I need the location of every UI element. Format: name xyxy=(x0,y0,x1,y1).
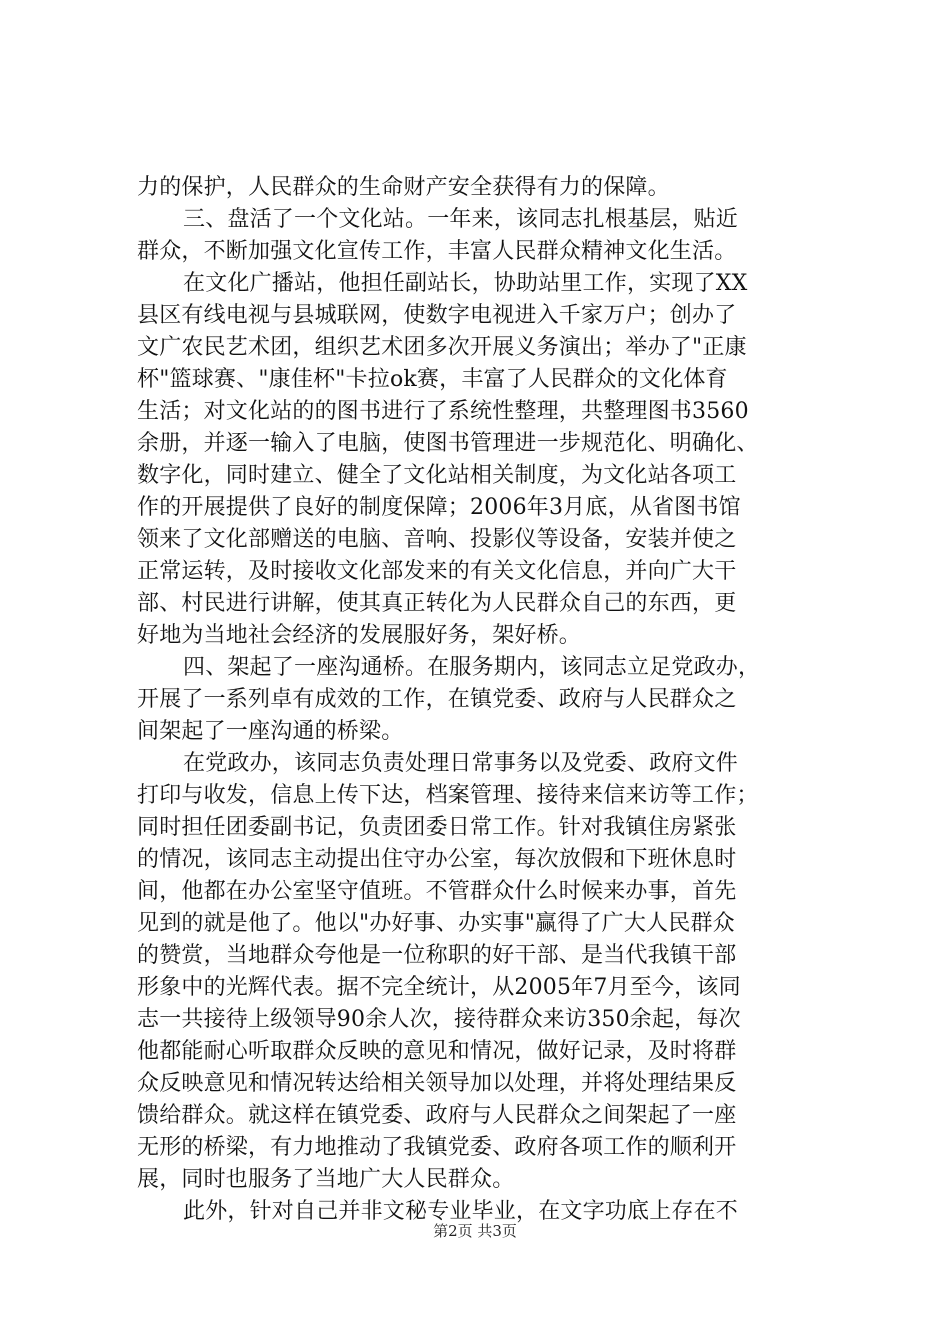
text-line: 数字化，同时建立、健全了文化站相关制度，为文化站各项工 xyxy=(137,463,737,488)
document-body xyxy=(137,172,827,1228)
text-line: 打印与收发，信息上传下达，档案管理、接待来信来访等工作； xyxy=(137,783,759,808)
text-line: 开展了一系列卓有成效的工作，在镇党委、政府与人民群众之 xyxy=(137,687,737,712)
text-line: 馈给群众。就这样在镇党委、政府与人民群众之间架起了一座 xyxy=(137,1103,737,1128)
text-line: 间，他都在办公室坚守值班。不管群众什么时候来办事，首先 xyxy=(137,879,737,904)
text-line: 间架起了一座沟通的桥梁。 xyxy=(137,719,404,744)
text-line: 众反映意见和情况转达给相关领导加以处理，并将处理结果反 xyxy=(137,1071,737,1096)
text-line: 三、盘活了一个文化站。一年来，该同志扎根基层，贴近 xyxy=(183,207,739,232)
text-line: 的赞赏，当地群众夸他是一位称职的好干部、是当代我镇干部 xyxy=(137,943,737,968)
text-line: 志一共接待上级领导90余人次，接待群众来访350余起，每次 xyxy=(137,1007,741,1032)
text-line: 见到的就是他了。他以"办好事、办实事"赢得了广大人民群众 xyxy=(137,911,735,936)
text-line: 无形的桥梁，有力地推动了我镇党委、政府各项工作的顺利开 xyxy=(137,1135,737,1160)
text-line: 作的开展提供了良好的制度保障；2006年3月底，从省图书馆 xyxy=(137,495,741,520)
text-line: 正常运转，及时接收文化部发来的有关文化信息，并向广大干 xyxy=(137,559,737,584)
text-line: 好地为当地社会经济的发展服好务，架好桥。 xyxy=(137,623,582,648)
text-line: 四、架起了一座沟通桥。在服务期内，该同志立足党政办， xyxy=(183,655,761,680)
text-line: 县区有线电视与县城联网，使数字电视进入千家万户；创办了 xyxy=(137,303,737,328)
text-line: 余册，并逐一输入了电脑，使图书管理进一步规范化、明确化、 xyxy=(137,431,759,456)
page-footer: 第2页 共3页 xyxy=(433,1222,517,1240)
text-line: 领来了文化部赠送的电脑、音响、投影仪等设备，安装并使之 xyxy=(137,527,737,552)
text-line: 力的保护，人民群众的生命财产安全获得有力的保障。 xyxy=(137,175,670,200)
text-line: 杯"篮球赛、"康佳杯"卡拉ok赛，丰富了人民群众的文化体育 xyxy=(137,367,728,392)
text-line: 他都能耐心听取群众反映的意见和情况，做好记录，及时将群 xyxy=(137,1039,737,1064)
text-line: 群众，不断加强文化宣传工作，丰富人民群众精神文化生活。 xyxy=(137,239,737,264)
text-line: 生活；对文化站的的图书进行了系统性整理，共整理图书3560 xyxy=(137,399,749,424)
text-line: 的情况，该同志主动提出住守办公室，每次放假和下班休息时 xyxy=(137,847,737,872)
text-line: 形象中的光辉代表。据不完全统计，从2005年7月至今，该同 xyxy=(137,975,741,1000)
text-line: 在文化广播站，他担任副站长，协助站里工作，实现了XX xyxy=(183,271,748,296)
text-line: 展，同时也服务了当地广大人民群众。 xyxy=(137,1167,515,1192)
text-line: 在党政办，该同志负责处理日常事务以及党委、政府文件 xyxy=(183,751,739,776)
text-line: 同时担任团委副书记，负责团委日常工作。针对我镇住房紧张 xyxy=(137,815,737,840)
text-line: 此外，针对自己并非文秘专业毕业，在文字功底上存在不 xyxy=(183,1199,739,1224)
text-line: 部、村民进行讲解，使其真正转化为人民群众自己的东西，更 xyxy=(137,591,737,616)
text-line: 文广农民艺术团，组织艺术团多次开展义务演出；举办了"正康 xyxy=(137,335,747,360)
